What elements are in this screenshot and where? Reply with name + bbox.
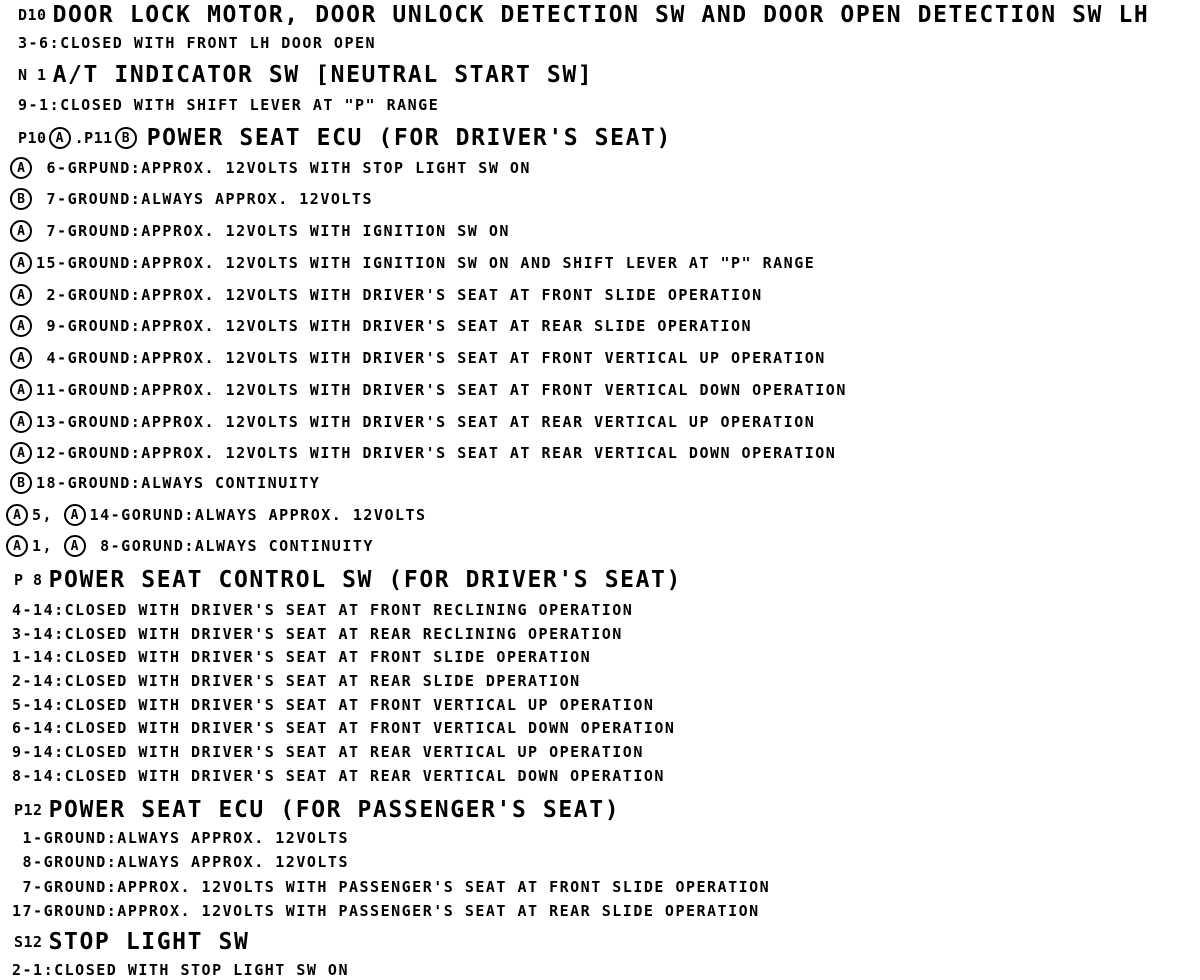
row-text: 9-GROUND:APPROX. 12VOLTS WITH DRIVER'S SEAT AT REAR SLIDE OPERATION xyxy=(36,317,753,335)
connector-badge: A xyxy=(64,535,86,557)
ecu-pair-row xyxy=(6,536,374,556)
row-text: 18-GROUND:ALWAYS CONTINUITY xyxy=(36,474,321,492)
connector-badge: A xyxy=(10,347,32,369)
row-text: 7-GROUND:APPROX. 12VOLTS WITH IGNITION SW ON xyxy=(36,222,510,240)
row-text: 8-GORUND:ALWAYS CONTINUITY xyxy=(89,537,374,555)
ecu-row xyxy=(10,380,847,400)
ecu-row xyxy=(10,221,510,241)
connector-badge: A xyxy=(10,379,32,401)
connector-badge: A xyxy=(10,411,32,433)
connector-badge: A xyxy=(6,504,28,526)
section-title: STOP LIGHT SW xyxy=(48,929,250,955)
section-title: POWER SEAT CONTROL SW (FOR DRIVER'S SEAT) xyxy=(48,567,682,593)
row-text: 15-GROUND:APPROX. 12VOLTS WITH IGNITION SW ON AND SHIFT LEVER AT "P" RANGE xyxy=(36,254,816,272)
connector-code: .P11 xyxy=(74,129,113,147)
section-heading-p12 xyxy=(14,795,620,825)
row-pin: 5, xyxy=(32,506,64,524)
ecu-row xyxy=(10,158,531,178)
connector-badge: A xyxy=(10,315,32,337)
connector-badge: B xyxy=(10,188,32,210)
connector-code: P 8 xyxy=(14,571,43,589)
row-pin: 1, xyxy=(32,537,64,555)
connector-badge: A xyxy=(64,504,86,526)
section-line: 8-14:CLOSED WITH DRIVER'S SEAT AT REAR VERTICAL DOWN OPERATION xyxy=(12,767,665,785)
row-text: 12-GROUND:APPROX. 12VOLTS WITH DRIVER'S SEAT AT REAR VERTICAL DOWN OPERATION xyxy=(36,444,837,462)
row-text: 13-GROUND:APPROX. 12VOLTS WITH DRIVER'S SEAT AT REAR VERTICAL UP OPERATION xyxy=(36,413,816,431)
connector-badge: A xyxy=(10,284,32,306)
ecu-row xyxy=(10,253,815,273)
row-text: 6-GRPUND:APPROX. 12VOLTS WITH STOP LIGHT SW ON xyxy=(36,159,531,177)
section-line: 2-14:CLOSED WITH DRIVER'S SEAT AT REAR SLIDE DPERATION xyxy=(12,672,581,690)
ecu-row xyxy=(10,412,815,432)
ecu-row xyxy=(10,189,373,209)
section-line: 1-GROUND:ALWAYS APPROX. 12VOLTS xyxy=(12,829,349,847)
section-line: 9-14:CLOSED WITH DRIVER'S SEAT AT REAR VERTICAL UP OPERATION xyxy=(12,743,644,761)
row-text: 14-GORUND:ALWAYS APPROX. 12VOLTS xyxy=(89,506,427,524)
row-text: 2-GROUND:APPROX. 12VOLTS WITH DRIVER'S SEAT AT FRONT SLIDE OPERATION xyxy=(36,286,763,304)
row-text: 4-GROUND:APPROX. 12VOLTS WITH DRIVER'S SEAT AT FRONT VERTICAL UP OPERATION xyxy=(36,349,826,367)
section-title: POWER SEAT ECU (FOR PASSENGER'S SEAT) xyxy=(48,797,621,823)
connector-badge: A xyxy=(49,127,71,149)
section-line: 6-14:CLOSED WITH DRIVER'S SEAT AT FRONT VERTICAL DOWN OPERATION xyxy=(12,719,676,737)
section-line: 2-1:CLOSED WITH STOP LIGHT SW ON xyxy=(12,961,349,979)
ecu-row xyxy=(10,443,836,463)
section-line: 8-GROUND:ALWAYS APPROX. 12VOLTS xyxy=(12,853,349,871)
ecu-row xyxy=(10,348,826,368)
connector-code: D10 xyxy=(18,6,47,24)
section-title: A/T INDICATOR SW [NEUTRAL START SW] xyxy=(52,62,594,88)
section-line: 1-14:CLOSED WITH DRIVER'S SEAT AT FRONT SLIDE OPERATION xyxy=(12,648,592,666)
connector-badge: B xyxy=(115,127,137,149)
section-line: 7-GROUND:APPROX. 12VOLTS WITH PASSENGER'S SEAT AT FRONT SLIDE OPERATION xyxy=(12,878,771,896)
row-text: 7-GROUND:ALWAYS APPROX. 12VOLTS xyxy=(36,190,373,208)
ecu-row xyxy=(10,285,763,305)
connector-badge: A xyxy=(10,252,32,274)
connector-code: P12 xyxy=(14,801,43,819)
section-line: 5-14:CLOSED WITH DRIVER'S SEAT AT FRONT VERTICAL UP OPERATION xyxy=(12,696,655,714)
connector-code: P10 xyxy=(18,129,47,147)
section-line: 4-14:CLOSED WITH DRIVER'S SEAT AT FRONT RECLINING OPERATION xyxy=(12,601,634,619)
connector-code: N 1 xyxy=(18,66,47,84)
connector-badge: A xyxy=(10,157,32,179)
ecu-row xyxy=(10,473,320,493)
connector-badge: A xyxy=(6,535,28,557)
connector-badge: A xyxy=(10,442,32,464)
ecu-row xyxy=(10,316,752,336)
section-heading-p8 xyxy=(14,565,682,595)
section-line: 3-6:CLOSED WITH FRONT LH DOOR OPEN xyxy=(18,34,377,52)
ecu-pair-row xyxy=(6,505,427,525)
section-line: 17-GROUND:APPROX. 12VOLTS WITH PASSENGER'S SEAT AT REAR SLIDE OPERATION xyxy=(12,902,760,920)
connector-badge: B xyxy=(10,472,32,494)
section-heading-p10-p11 xyxy=(18,123,672,153)
section-title: POWER SEAT ECU (FOR DRIVER'S SEAT) xyxy=(146,125,672,151)
section-heading-n1 xyxy=(18,60,593,90)
section-heading-d10 xyxy=(18,0,1149,30)
section-line: 3-14:CLOSED WITH DRIVER'S SEAT AT REAR RECLINING OPERATION xyxy=(12,625,623,643)
section-title: DOOR LOCK MOTOR, DOOR UNLOCK DETECTION SW AND DOOR OPEN DETECTION SW LH xyxy=(52,2,1150,28)
row-text: 11-GROUND:APPROX. 12VOLTS WITH DRIVER'S SEAT AT FRONT VERTICAL DOWN OPERATION xyxy=(36,381,847,399)
section-heading-s12 xyxy=(14,927,249,957)
section-line: 9-1:CLOSED WITH SHIFT LEVER AT "P" RANGE xyxy=(18,96,440,114)
connector-code: S12 xyxy=(14,933,43,951)
connector-badge: A xyxy=(10,220,32,242)
